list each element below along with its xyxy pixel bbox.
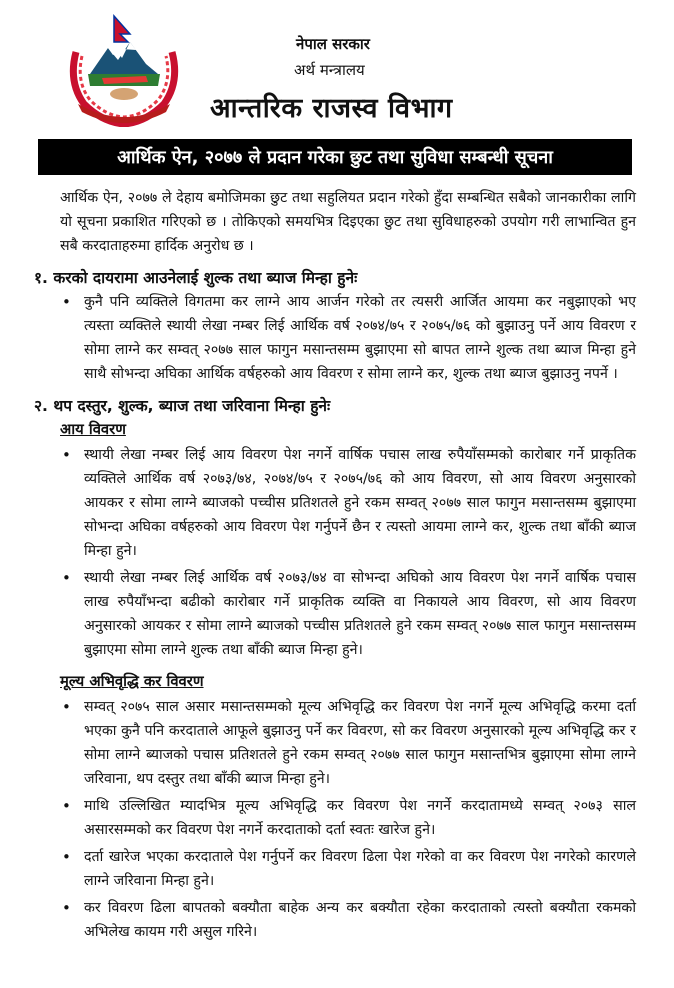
bullet-list	[60, 443, 636, 662]
list-item: • कर विवरण ढिला बापतको बक्यौता बाहेक अन्य कर बक्यौता रहेका करदाताको त्यस्तो बक्यौता रकमको अभिलेख कायम गरी असुल गरिने।	[60, 896, 636, 944]
bullet-list	[60, 290, 636, 386]
government-name: नेपाल सरकार	[296, 35, 370, 53]
notice-body	[34, 186, 636, 952]
list-item: • सम्वत् २०७५ साल असार मसान्तसम्मको मूल्य अभिवृद्धि कर विवरण पेश नगर्ने मूल्य अभिवृद्धि करमा दर्ता भएका कुनै पनि करदाताले आफूले बुझाउनु पर्ने कर विवरण, सो कर विवरण अनुसारको मूल्य अभिवृद्धि कर र सोमा लाग्ने ब्याजको पचास प्रतिशतले हुने रकम सम्वत् २०७७ साल फागुन मसान्तभित्र बुझाएमा सोमा लाग्ने जरिवाना, थप दस्तुर तथा बाँकी ब्याज मिन्हा हुने।	[60, 695, 636, 791]
list-item: • कुनै पनि व्यक्तिले विगतमा कर लाग्ने आय आर्जन गरेको तर त्यसरी आर्जित आयमा कर नबुझाएको भए त्यस्ता व्यक्तिले स्थायी लेखा नम्बर लिई आर्थिक वर्ष २०७४/७५ र २०७५/७६ को बुझाउनु पर्ने आय विवरण र सोमा लाग्ने कर सम्वत् २०७७ साल फागुन मसान्तसम्म बुझाएमा सो बापत लाग्ने शुल्क तथा ब्याज मिन्हा हुने साथै सोभन्दा अघिका आर्थिक वर्षहरुको आय विवरण र सोमा लाग्ने कर, शुल्क तथा ब्याज बुझाउनु नपर्ने ।	[60, 290, 636, 386]
subsection-heading: मूल्य अभिवृद्धि कर विवरण	[60, 673, 204, 690]
ministry-name: अर्थ मन्त्रालय	[294, 61, 365, 79]
section-heading: २. थप दस्तुर, शुल्क, ब्याज तथा जरिवाना मिन्हा हुनेः	[34, 397, 331, 415]
list-item: • स्थायी लेखा नम्बर लिई आर्थिक वर्ष २०७३/७४ वा सोभन्दा अघिको आय विवरण पेश नगर्ने वार्षिक पचास लाख रुपैयाँभन्दा बढीको कारोबार गर्ने प्राकृतिक व्यक्ति वा निकायले आय विवरण, सो आय विवरण अनुसारको आयकर र सोमा लाग्ने ब्याजको पच्चीस प्रतिशतले हुने रकम सम्वत् २०७७ साल फागुन मसान्तसम्म बुझाएमा सोमा लाग्ने शुल्क तथा बाँकी ब्याज मिन्हा हुने।	[60, 566, 636, 662]
notice-title-box	[38, 139, 632, 175]
subsection-heading: आय विवरण	[60, 421, 126, 438]
list-item: • दर्ता खारेज भएका करदाताले पेश गर्नुपर्ने कर विवरण ढिला पेश गरेको वा कर विवरण पेश नगरेको कारणले लाग्ने जरिवाना मिन्हा हुने।	[60, 845, 636, 893]
intro-paragraph: आर्थिक ऐन, २०७७ ले देहाय बमोजिमका छुट तथा सहुलियत प्रदान गरेको हुँदा सम्बन्धित सबैको जानकारीका लागि यो सूचना प्रकाशित गरिएको छ । तोकिएको समयभित्र दिइएका छुट तथा सुविधाहरुको उपयोग गरी लाभान्वित हुन सबै करदाताहरुमा हार्दिक अनुरोध छ ।	[60, 190, 636, 254]
bullet-list	[60, 695, 636, 944]
notice-title: आर्थिक ऐन, २०७७ ले प्रदान गरेका छुट तथा सुविधा सम्बन्धी सूचना	[117, 147, 553, 168]
letterhead	[0, 0, 674, 140]
list-item: • माथि उल्लिखित म्यादभित्र मूल्य अभिवृद्धि कर विवरण पेश नगर्ने करदातामध्ये सम्वत् २०७३ साल असारसम्मको कर विवरण पेश नगर्ने करदाताको दर्ता स्वतः खारेज हुने।	[60, 794, 636, 842]
nepal-emblem-icon	[62, 12, 186, 127]
section-heading: १. करको दायरामा आउनेलाई शुल्क तथा ब्याज मिन्हा हुनेः	[34, 269, 358, 287]
list-item: • स्थायी लेखा नम्बर लिई आय विवरण पेश नगर्ने वार्षिक पचास लाख रुपैयाँसम्मको कारोबार गर्ने प्राकृतिक व्यक्तिले आर्थिक वर्ष २०७३/७४, २०७४/७५ र २०७५/७६ को आय विवरण, सो आय विवरण अनुसारको आयकर र सोमा लाग्ने ब्याजको पच्चीस प्रतिशतले हुने रकम सम्वत् २०७७ साल फागुन मसान्तसम्म बुझाएमा सोभन्दा अघिका वर्षहरुको आय विवरण पेश गर्नुपर्ने छैन र त्यस्तो आयमा लाग्ने कर, शुल्क तथा बाँकी ब्याज मिन्हा हुने।	[60, 443, 636, 563]
department-name: आन्तरिक राजस्व विभाग	[210, 93, 453, 124]
